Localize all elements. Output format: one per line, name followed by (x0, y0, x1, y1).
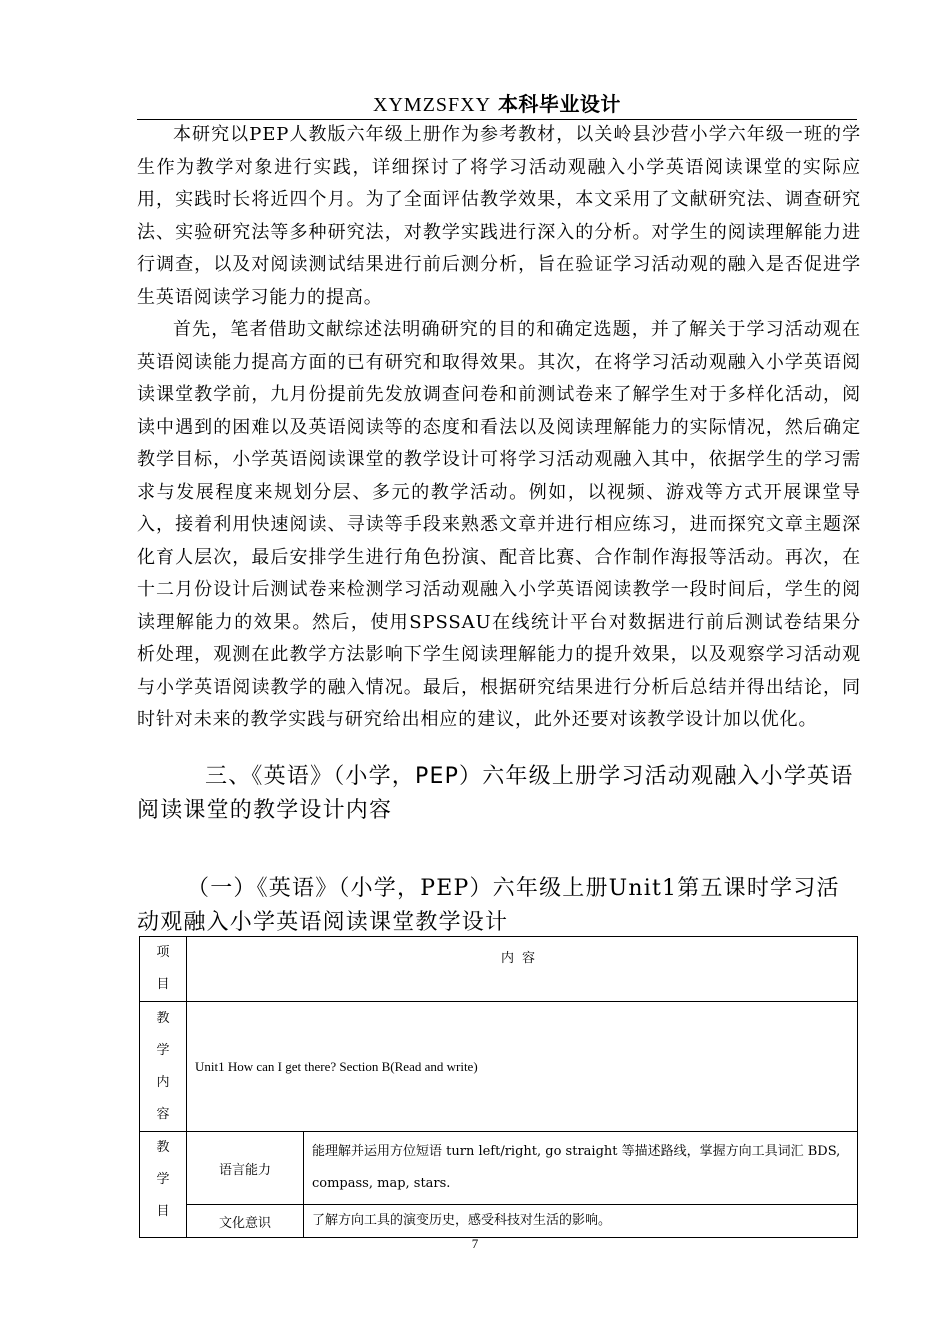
page-header (137, 90, 857, 119)
item-header-cell: 项 目 (140, 937, 187, 1002)
teaching-objective-label: 教 学 目 (140, 1132, 187, 1238)
body-paragraph-1: 本研究以PEP人教版六年级上册作为参考教材，以关岭县沙营小学六年级一班的学生作为教学对象进行实践，详细探讨了将学习活动观融入小学英语阅读课堂的实际应用，实践时长将近四个月。为了全面评估教学效果，本文采用了文献研究法、调查研究法、实验研究法等多种研究法，对教学实践进行深入的分析。对学生的阅读理解能力进行调查，以及对阅读测试结果进行前后测分析，旨在验证学习活动观的融入是否促进学生英语阅读学习能力的提高。 (137, 124, 861, 308)
table-row (140, 1002, 858, 1132)
body-paragraph-2: 首先，笔者借助文献综述法明确研究的目的和确定选题，并了解关于学习活动观在英语阅读能力提高方面的已有研究和取得效果。其次，在将学习活动观融入小学英语阅读课堂教学前，九月份提前先发放调查问卷和前测试卷来了解学生对于多样化活动，阅读中遇到的困难以及英语阅读等的态度和看法以及阅读理解能力的实际情况，然后确定教学目标，小学英语阅读课堂的教学设计可将学习活动观融入其中，依据学生的学习需求与发展程度来规划分层、多元的教学活动。例如，以视频、游戏等方式开展课堂导入，接着利用快速阅读、寻读等手段来熟悉文章并进行相应练习，进而探究文章主题深化育人层次，最后安排学生进行角色扮演、配音比赛、合作制作海报等活动。再次，在十二月份设计后测试卷来检测学习活动观融入小学英语阅读教学一段时间后，学生的阅读理解能力的效果。然后，使用SPSSAU在线统计平台对数据进行前后测试卷结果分析处理，观测在此教学方法影响下学生阅读理解能力的提升效果，以及观察学习活动观与小学英语阅读教学的融入情况。最后，根据研究结果进行分析后总结并得出结论，同时针对未来的教学实践与研究给出相应的建议，此外还要对该教学设计加以优化。 (137, 319, 861, 730)
section-heading: 三、《英语》（小学，PEP）六年级上册学习活动观融入小学英语阅读课堂的教学设计内容 (137, 764, 854, 823)
subsection-heading: （一）《英语》（小学，PEP）六年级上册Unit1第五课时学习活动观融入小学英语阅读课堂教学设计 (137, 876, 840, 935)
table-row (140, 1132, 858, 1205)
table-row (140, 1205, 858, 1238)
cultural-awareness-text: 了解方向工具的演变历史，感受科技对生活的影响。 (304, 1205, 858, 1238)
table-row (140, 937, 858, 1002)
header-title: 本科毕业设计 (497, 92, 621, 116)
page-number: 7 (471, 1236, 479, 1251)
header-code: XYMZSFXY (373, 94, 492, 116)
cultural-awareness-label: 文化意识 (187, 1205, 304, 1238)
teaching-content-label: 教 学 内 容 (140, 1002, 187, 1132)
language-ability-label: 语言能力 (187, 1132, 304, 1205)
content-header-cell: 内容 (187, 937, 858, 1002)
teaching-content-value: Unit1 How can I get there? Section B(Read and write) (187, 1002, 858, 1132)
language-ability-text: 能理解并运用方位短语 turn left/right, go straight 等描述路线，掌握方向工具词汇 BDS, compass, map, stars. (304, 1132, 858, 1205)
teaching-design-table (139, 936, 858, 1238)
